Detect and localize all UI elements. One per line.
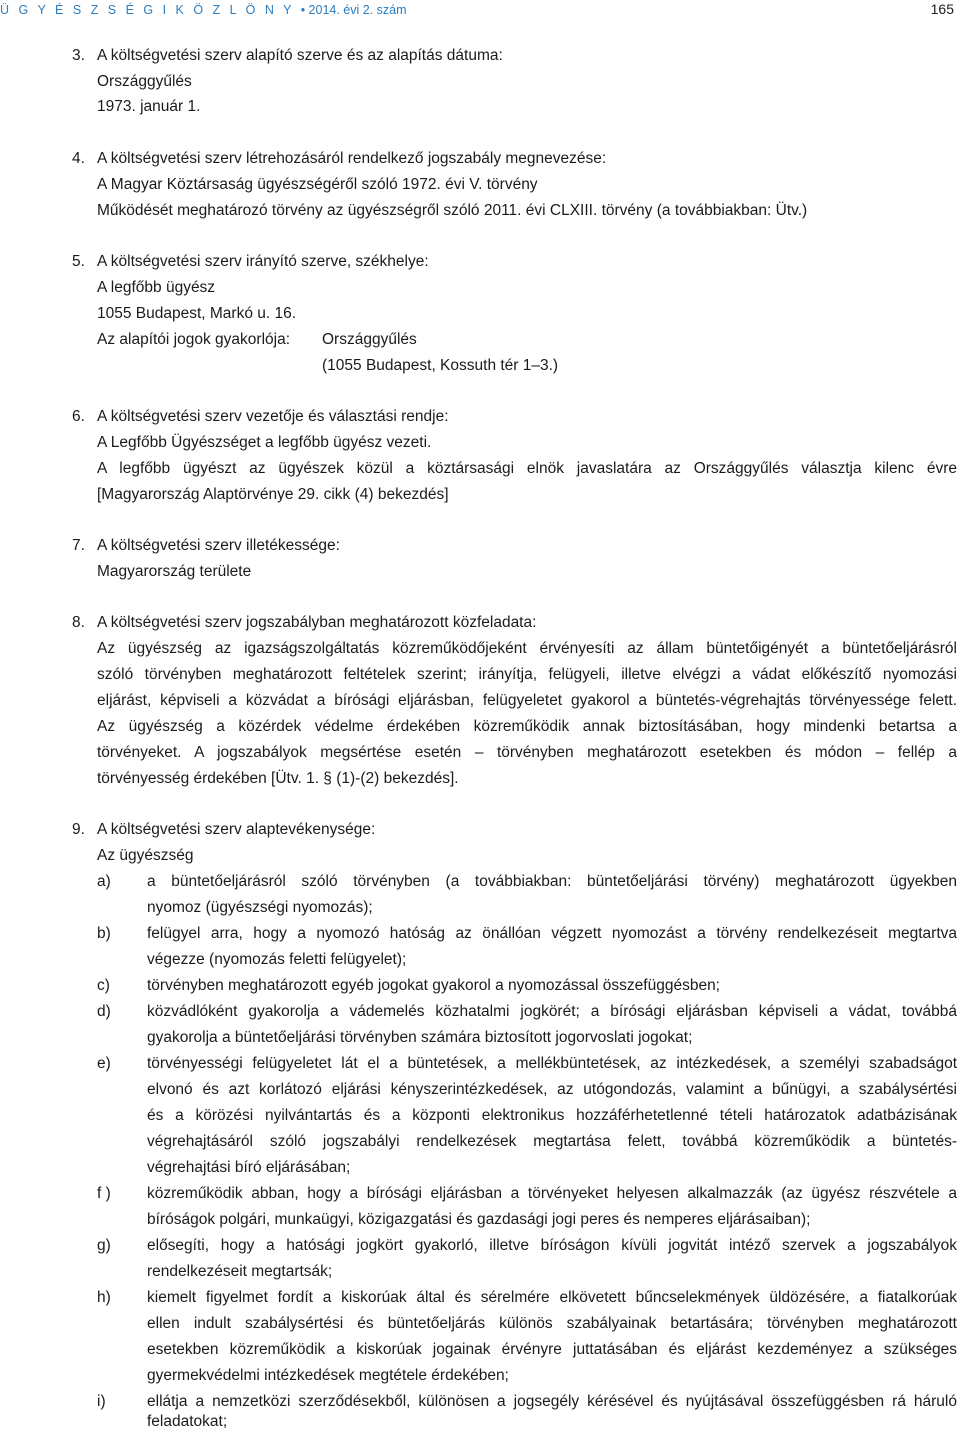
issue-label: • 2014. évi 2. szám [300, 3, 407, 17]
list-item-label: g) [97, 1237, 111, 1254]
section-4-number: 4. [72, 150, 85, 167]
list-item-label: f ) [97, 1185, 111, 1202]
list-item-line: törvényben meghatározott egyéb jogokat gyakorol a nyomozással összefüggésben; [147, 977, 720, 994]
list-item-line: végrehajtási bíró eljárásában; [147, 1159, 351, 1176]
list-item-line: ellátja a nemzetközi szerződésekből, különösen a jogsegély kérésével és nyújtásával összefüggésben rá háruló [147, 1393, 957, 1410]
section-3-number: 3. [72, 47, 85, 64]
list-item-line: és a körözési nyilvántartás és a központi elektronikus hozzáférhetetlenné tételi határozatok adatbázisának [147, 1107, 957, 1124]
section-5-line: A legfőbb ügyész [97, 279, 216, 296]
founder-name: Országgyűlés [322, 331, 417, 348]
list-item-line: közreműködik abban, hogy a bírósági eljárásban a törvényeket helyesen alkalmazzák (az ügyész részvétele a [147, 1185, 957, 1202]
founder-address: (1055 Budapest, Kossuth tér 1‒3.) [322, 357, 559, 374]
section-5-title: A költségvetési szerv irányító szerve, székhelye: [97, 253, 429, 270]
section-8-paragraph-line: eljárást, képviseli a közvádat a bírósági eljárásban, felügyeletet gyakorol a büntetés-végrehajtás törvényessége felett. [97, 692, 957, 709]
list-item-line: gyermekvédelmi intézkedések megtétele érdekében; [147, 1367, 509, 1384]
section-7-number: 7. [72, 537, 85, 554]
list-item-line: felügyel arra, hogy a nyomozó hatóság az önállóan végzett nyomozást a törvény rendelkezéseit megtartva [147, 925, 957, 942]
section-4-line: Működését meghatározó törvény az ügyészségről szóló 2011. évi CLXIII. törvény (a továbbiakban: Ütv.) [97, 202, 808, 219]
section-4-title: A költségvetési szerv létrehozásáról rendelkező jogszabály megnevezése: [97, 150, 607, 167]
section-9-title: A költségvetési szerv alaptevékenysége: [97, 821, 376, 838]
section-6-paragraph-line: A legfőbb ügyészt az ügyészek közül a köztársasági elnök javaslatára az Országgyűlés választja kilenc évre [97, 460, 957, 477]
list-item-line: közvádlóként gyakorolja a vádemelés közhatalmi jogkörét; a bírósági eljárásban képviseli a vádat, továbbá [147, 1003, 957, 1020]
list-item-line: a büntetőeljárásról szóló törvényben (a továbbiakban: büntetőeljárási törvény) meghatározott ügyekben [147, 873, 957, 890]
list-item-label: h) [97, 1289, 111, 1306]
section-8-paragraph-line: törvényesség érdekében [Ütv. 1. § (1)-(2) bekezdés]. [97, 770, 459, 787]
section-8-paragraph-line: Az ügyészség a közérdek védelme érdekében közreműködik annak biztosításában, hogy mindenki betartsa a [97, 718, 957, 735]
list-item-line: nyomoz (ügyészségi nyomozás); [147, 899, 373, 916]
list-item-line: kiemelt figyelmet fordít a kiskorúak által és sérelmére elkövetett bűncselekmények üldözésére, a fiatalkorúak [147, 1289, 957, 1306]
section-3-line: Országgyűlés [97, 73, 192, 90]
list-item-line: feladatokat; [147, 1413, 228, 1430]
page-number: 165 [930, 1, 954, 17]
section-8-title: A költségvetési szerv jogszabályban meghatározott közfeladata: [97, 614, 537, 631]
section-8-number: 8. [72, 614, 85, 631]
list-item-line: rendelkezéseit megtartsák; [147, 1263, 333, 1280]
section-3-title: A költségvetési szerv alapító szerve és az alapítás dátuma: [97, 47, 503, 64]
list-item-line: ellen indult szabálysértési és büntetőeljárás különös szabályainak betartására; törvényben meghatározott [147, 1315, 957, 1332]
journal-title: Ü G Y É S Z S É G I K Ö Z L Ö N Y • 2014. évi 2. szám [0, 3, 407, 17]
list-item-line: végrehajtásáról szóló jogszabályi rendelkezések megtartása felett, továbbá közreműködik a büntetés- [147, 1133, 957, 1150]
section-5-number: 5. [72, 253, 85, 270]
section-8-paragraph-line: Az ügyészség az igazságszolgáltatás közreműködőjeként érvényesíti az állam büntetőigényét a büntetőeljárásról [97, 640, 957, 657]
section-8-paragraph-line: szóló törvényben meghatározott feltételek szerint; irányítja, felügyeli, illetve elvégzi a vádat előkészítő nyomozási [97, 666, 957, 683]
section-4-line: A Magyar Köztársaság ügyészségéről szóló 1972. évi V. törvény [97, 176, 538, 193]
list-item-line: törvényességi felügyeletet lát el a büntetések, a mellékbüntetések, az intézkedések, a személyi szabadságot [147, 1055, 957, 1072]
section-9-number: 9. [72, 821, 85, 838]
section-6-paragraph-line: [Magyarország Alaptörvénye 29. cikk (4) bekezdés] [97, 486, 449, 503]
list-item-label: d) [97, 1003, 111, 1020]
page-header [0, 0, 960, 22]
section-9-intro: Az ügyészség [97, 847, 194, 864]
section-6-title: A költségvetési szerv vezetője és választási rendje: [97, 408, 449, 425]
list-item-line: esetekben közreműködik a kiskorúak jogainak érvényre juttatásában és eljárást kezdeményez a szükséges [147, 1341, 957, 1358]
section-8-paragraph-line: törvényeket. A jogszabályok megsértése esetén ‒ törvényben meghatározott esetekben és módon ‒ fellép a [97, 744, 957, 761]
list-item-line: bíróságok polgári, munkaügyi, közigazgatási és gazdasági jogi peres és nemperes eljárásaiban); [147, 1211, 811, 1228]
section-6-number: 6. [72, 408, 85, 425]
list-item-label: e) [97, 1055, 111, 1072]
list-item-line: gyakorolja a büntetőeljárási törvényben számára biztosított jogorvoslati jogokat; [147, 1029, 693, 1046]
list-item-label: c) [97, 977, 110, 994]
section-3-line: 1973. január 1. [97, 98, 201, 115]
section-5-line: 1055 Budapest, Markó u. 16. [97, 305, 297, 322]
founder-label: Az alapítói jogok gyakorlója: [97, 331, 291, 348]
section-6-line: A Legfőbb Ügyészséget a legfőbb ügyész vezeti. [97, 434, 432, 451]
list-item-label: i) [97, 1393, 106, 1410]
list-item-line: végezze (nyomozás feletti felügyelet); [147, 951, 407, 968]
section-7-line: Magyarország területe [97, 563, 252, 580]
list-item-label: a) [97, 873, 111, 890]
list-item-line: elősegíti, hogy a hatósági jogkört gyakorló, illetve bíróságon kívüli jogvitát intéző szervek a jogszabályok [147, 1237, 957, 1254]
list-item-label: b) [97, 925, 111, 942]
section-7-title: A költségvetési szerv illetékessége: [97, 537, 340, 554]
list-item-line: elvonó és azt korlátozó eljárási kényszerintézkedések, az utógondozás, valamint a bűnügyi, a szabálysértési [147, 1081, 957, 1098]
